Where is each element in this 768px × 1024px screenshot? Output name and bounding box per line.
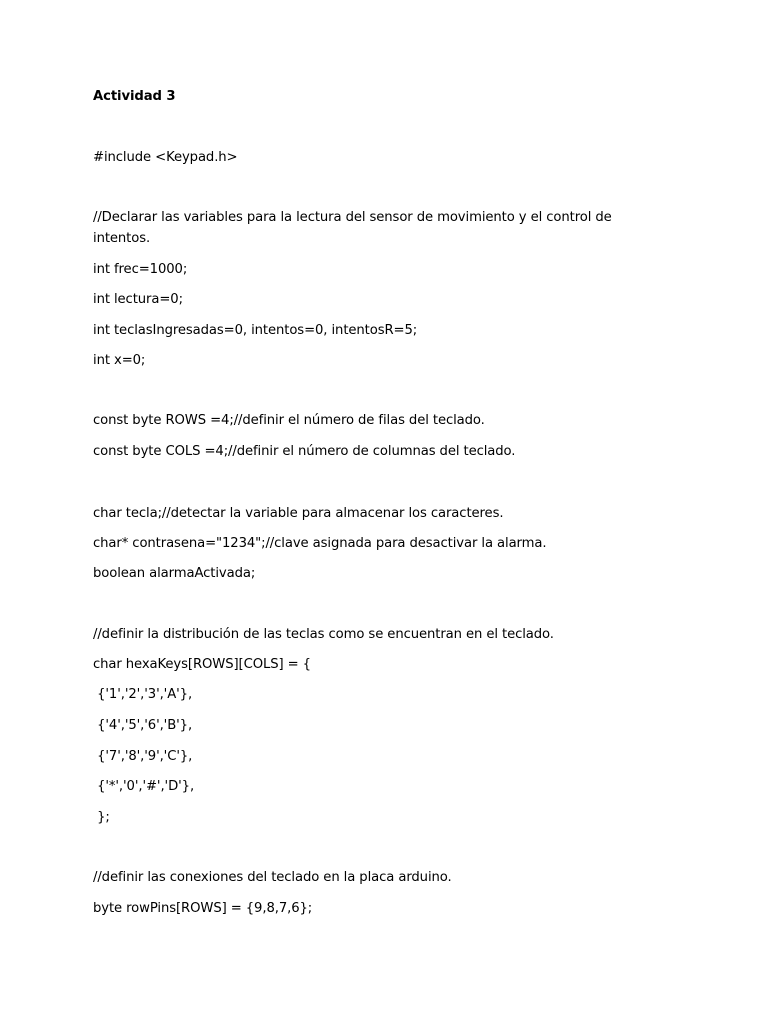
code-line-comment-variables: //Declarar las variables para la lectura del sensor de movimiento y el control de intentos.	[93, 210, 612, 246]
code-line-include: #include <Keypad.h>	[93, 150, 238, 165]
code-line-comment-distribucion: //definir la distribución de las teclas como se encuentran en el teclado.	[93, 627, 554, 642]
code-line-contrasena: char* contrasena="1234";//clave asignada para desactivar la alarma.	[93, 536, 547, 551]
code-line-rowpins: byte rowPins[ROWS] = {9,8,7,6};	[93, 901, 313, 916]
code-line-x: int x=0;	[93, 353, 146, 368]
code-line-cols: const byte COLS =4;//definir el número de columnas del teclado.	[93, 444, 516, 459]
code-line-rows: const byte ROWS =4;//definir el número de filas del teclado.	[93, 413, 485, 428]
code-line-close-brace: };	[93, 810, 110, 825]
code-line-keys-row-2: {'4','5','6','B'},	[93, 718, 193, 733]
code-line-teclas: int teclasIngresadas=0, intentos=0, intentosR=5;	[93, 323, 418, 338]
document-title: Actividad 3	[93, 89, 176, 104]
code-line-comment-conexiones: //definir las conexiones del teclado en la placa arduino.	[93, 870, 452, 885]
code-line-alarma: boolean alarmaActivada;	[93, 566, 256, 581]
code-line-hexakeys: char hexaKeys[ROWS][COLS] = {	[93, 657, 311, 672]
code-line-keys-row-4: {'*','0','#','D'},	[93, 779, 195, 794]
code-line-frec: int frec=1000;	[93, 262, 188, 277]
code-line-tecla: char tecla;//detectar la variable para almacenar los caracteres.	[93, 506, 504, 521]
code-line-keys-row-3: {'7','8','9','C'},	[93, 749, 193, 764]
code-line-keys-row-1: {'1','2','3','A'},	[93, 687, 193, 702]
code-line-lectura: int lectura=0;	[93, 292, 183, 307]
